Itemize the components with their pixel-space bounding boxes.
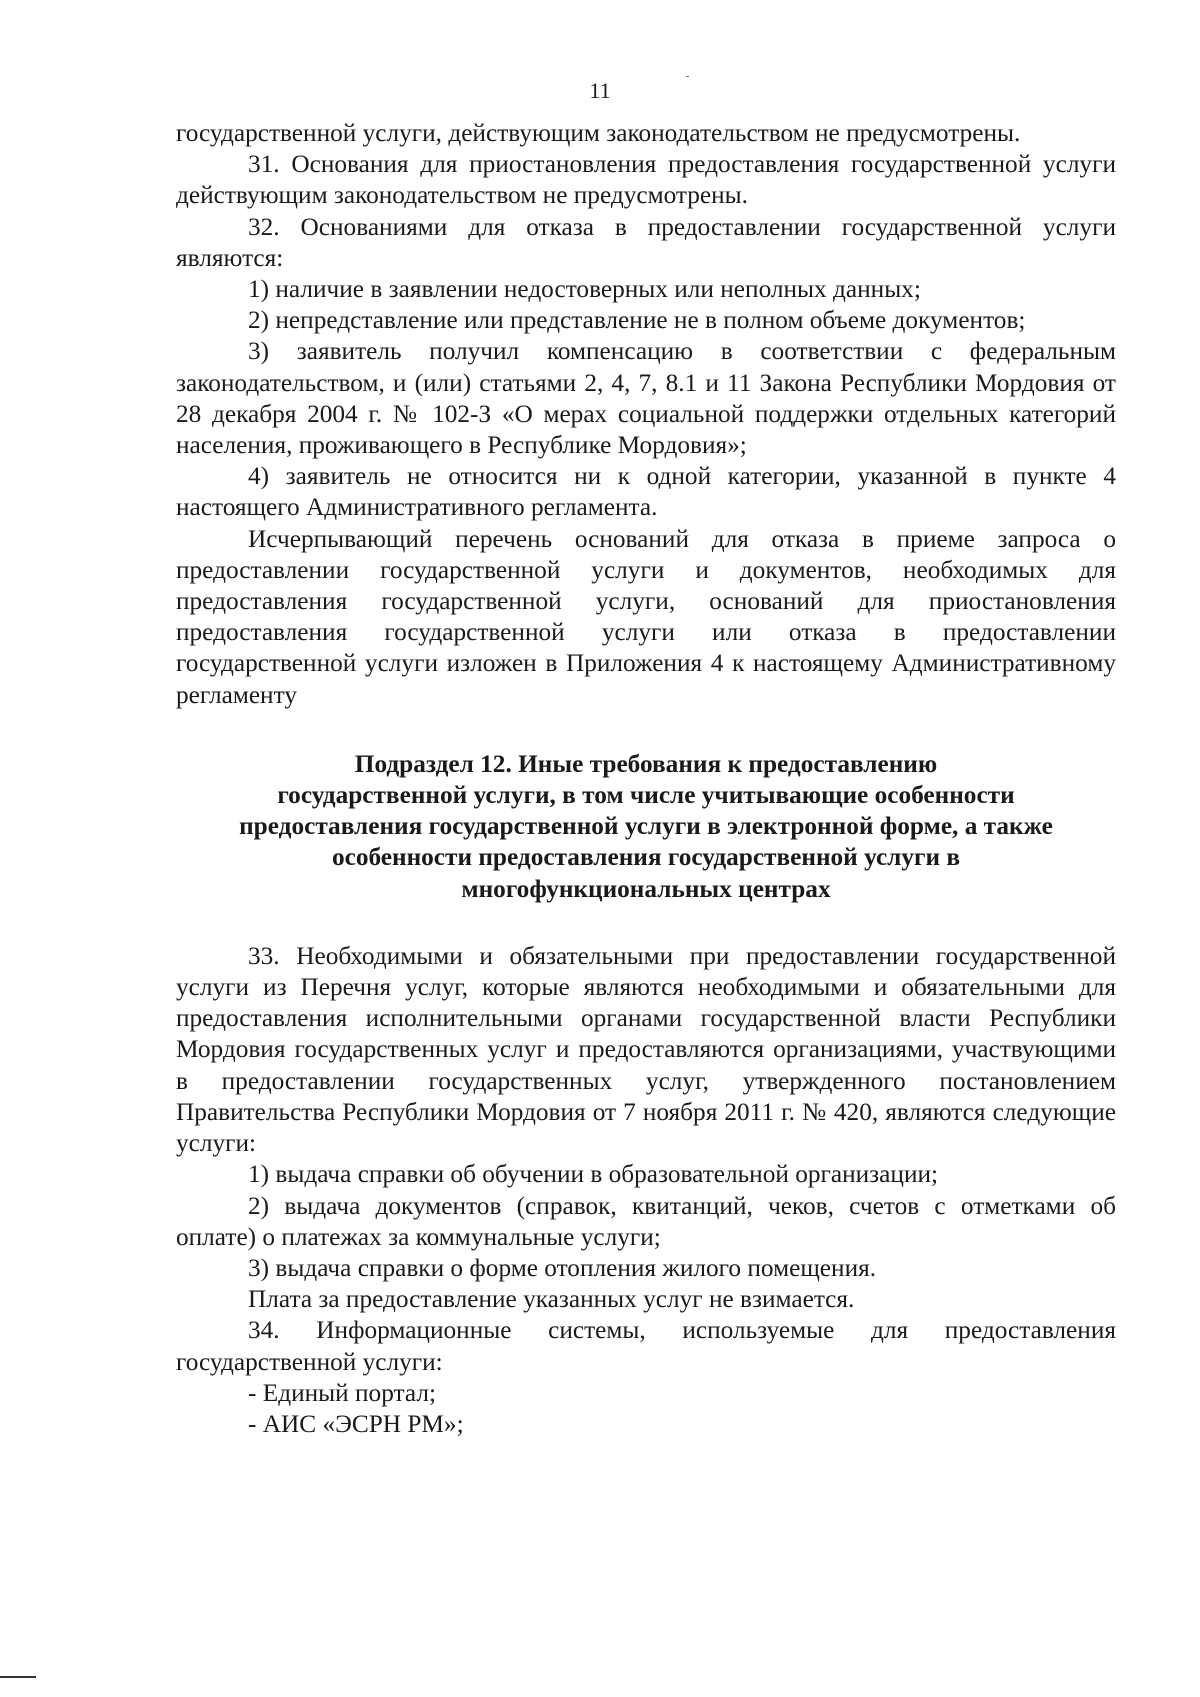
paragraph-p34_1: - Единый портал;	[248, 1378, 436, 1407]
heading-line: особенности предоставления государственной услуги в	[331, 843, 961, 872]
subsection-heading	[176, 749, 1116, 905]
paragraph-p33_3: 3) выдача справки о форме отопления жилого помещения.	[248, 1253, 877, 1282]
paragraph-p32: 32. Основаниями для отказа в предоставлении государственной услуги являются:	[176, 212, 1116, 272]
paragraph-p33_2: 2) выдача документов (справок, квитанций, чеков, счетов с отметками об оплате) о платежах за коммунальные услуги;	[176, 1191, 1116, 1251]
paragraph-p33_fee: Плата за предоставление указанных услуг не взимается.	[248, 1285, 855, 1314]
paragraph-p32_1: 1) наличие в заявлении недостоверных или неполных данных;	[248, 275, 921, 304]
paragraph-p32_3: 3) заявитель получил компенсацию в соответствии с федеральным законодательством, и (или) статьями 2, 4, 7, 8.1 и 11 Закона Республики Мордовия от 28 декабря 2004 г. № 102-З «О мерах социальной поддержки отдельных категорий населения, проживающего в Республике Мордовия»;	[176, 337, 1116, 460]
paragraphs-top	[176, 118, 1116, 711]
paragraph-p32_4: 4) заявитель не относится ни к одной категории, указанной в пункте 4 настоящего Административного регламента.	[176, 462, 1116, 522]
paragraphs-bottom	[176, 941, 1116, 1440]
heading-line: многофункциональных центрах	[461, 874, 831, 903]
paragraph-p33_1: 1) выдача справки об обучении в образовательной организации;	[248, 1160, 939, 1189]
paragraph-p33: 33. Необходимыми и обязательными при предоставлении государственной услуги из Перечня услуг, которые являются необходимыми и обязательными для предоставления исполнительными органами государственной власти Республики Мордовия государственных услуг и предоставляются организациями, участвующими в предоставлении государственных услуг, утвержденного постановлением Правительства Республики Мордовия от 7 ноября 2011 г. № 420, являются следующие услуги:	[176, 941, 1116, 1158]
paragraph-p34_2: - АИС «ЭСРН РМ»;	[248, 1409, 464, 1438]
scan-edge-mark	[0, 1676, 36, 1678]
paragraph-p0: государственной услуги, действующим законодательством не предусмотрены.	[176, 119, 1021, 147]
paragraph-p31: 31. Основания для приостановления предоставления государственной услуги действующим законодательством не предусмотрены.	[176, 150, 1116, 210]
scan-artifact	[686, 76, 689, 77]
paragraph-p34: 34. Информационные системы, используемые для предоставления государственной услуги:	[176, 1316, 1116, 1376]
heading-line: Подраздел 12. Иные требования к предоставлению	[354, 749, 938, 778]
paragraph-p32_2: 2) непредставление или представление не в полном объеме документов;	[248, 306, 1026, 335]
page-number: 11	[589, 78, 611, 103]
heading-line: государственной услуги, в том числе учитывающие особенности	[277, 781, 1015, 810]
paragraph-p_list: Исчерпывающий перечень оснований для отказа в приеме запроса о предоставлении государственной услуги и документов, необходимых для предоставления государственной услуги, оснований для приостановления предоставления государственной услуги или отказа в предоставлении государственной услуги изложен в Приложения 4 к настоящему Административному регламенту	[176, 524, 1116, 709]
heading-line: предоставления государственной услуги в электронной форме, а также	[239, 812, 1053, 841]
document-body	[176, 118, 1116, 1440]
